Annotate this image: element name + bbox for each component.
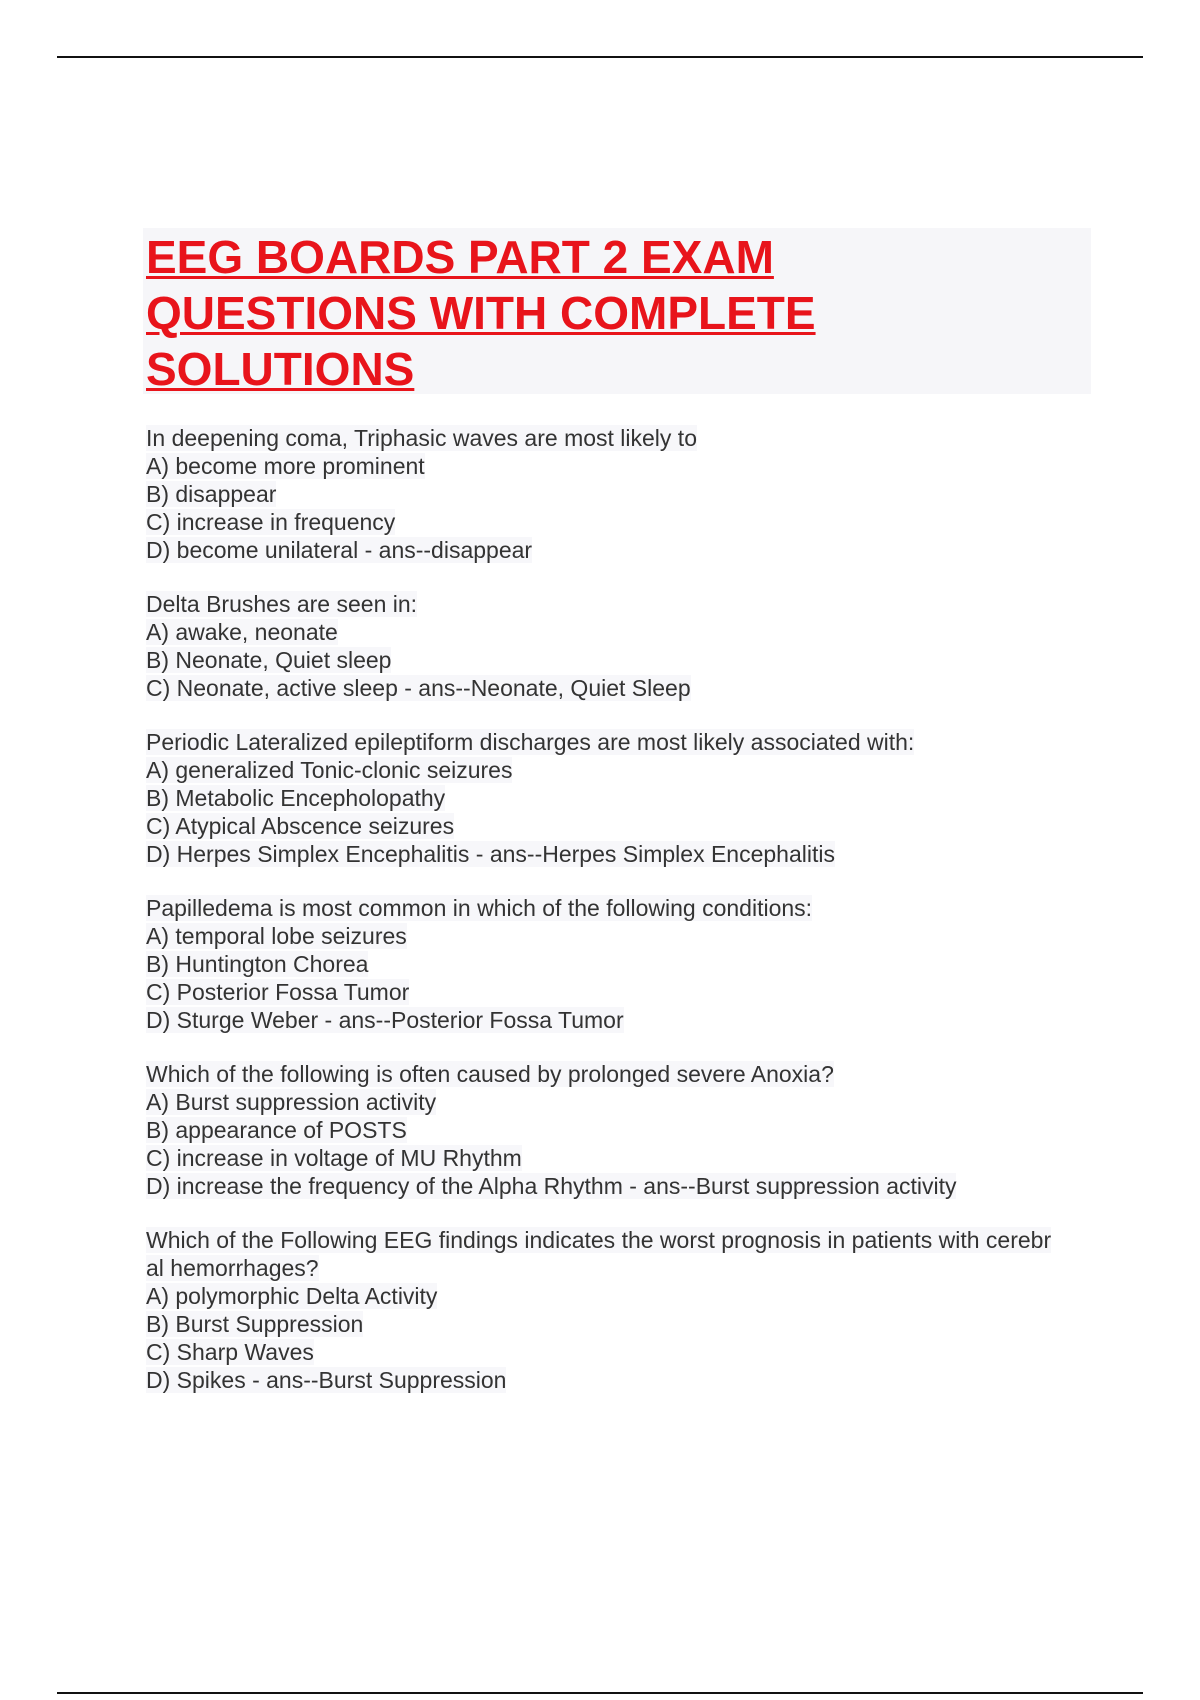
answer-option: D) become unilateral - ans--disappear — [146, 537, 533, 563]
title-line-1: EEG BOARDS PART 2 EXAM — [146, 231, 774, 283]
title-line-3: SOLUTIONS — [146, 343, 415, 395]
answer-option: A) temporal lobe seizures — [146, 923, 407, 949]
answer-option: B) Burst Suppression — [146, 1311, 364, 1337]
answer-option: B) appearance of POSTS — [146, 1117, 407, 1143]
answer-option: D) Sturge Weber - ans--Posterior Fossa Tumor — [146, 1007, 624, 1033]
document-title — [146, 229, 1046, 397]
answer-option: D) Herpes Simplex Encephalitis - ans--Herpes Simplex Encephalitis — [146, 841, 835, 867]
question-prompt: Delta Brushes are seen in: — [146, 591, 418, 617]
answer-option: C) increase in voltage of MU Rhythm — [146, 1145, 522, 1171]
answer-option: D) increase the frequency of the Alpha Rhythm - ans--Burst suppression activity — [146, 1173, 957, 1199]
question-prompt-line-2: al hemorrhages? — [146, 1255, 319, 1281]
question-prompt: Papilledema is most common in which of the following conditions: — [146, 895, 813, 921]
answer-option: D) Spikes - ans--Burst Suppression — [146, 1367, 507, 1393]
answer-option: C) Neonate, active sleep - ans--Neonate, Quiet Sleep — [146, 675, 691, 701]
answer-option: B) Metabolic Encepholopathy — [146, 785, 446, 811]
question-1 — [146, 424, 1086, 564]
answer-option: B) disappear — [146, 481, 277, 507]
question-2 — [146, 590, 1086, 702]
title-line-2: QUESTIONS WITH COMPLETE — [146, 287, 816, 339]
answer-option: C) Atypical Abscence seizures — [146, 813, 455, 839]
bottom-rule — [57, 1692, 1143, 1694]
answer-option: C) Sharp Waves — [146, 1339, 314, 1365]
question-list — [146, 424, 1086, 1420]
question-prompt-line-1: Which of the Following EEG findings indicates the worst prognosis in patients with cerebr — [146, 1227, 1052, 1253]
question-prompt: In deepening coma, Triphasic waves are most likely to — [146, 425, 697, 451]
answer-option: A) awake, neonate — [146, 619, 338, 645]
question-4 — [146, 894, 1086, 1034]
answer-option: A) become more prominent — [146, 453, 425, 479]
question-prompt: Periodic Lateralized epileptiform discharges are most likely associated with: — [146, 729, 915, 755]
answer-option: A) Burst suppression activity — [146, 1089, 437, 1115]
question-3 — [146, 728, 1086, 868]
answer-option: B) Neonate, Quiet sleep — [146, 647, 392, 673]
top-rule — [57, 56, 1143, 58]
question-6 — [146, 1226, 1086, 1394]
answer-option: A) generalized Tonic-clonic seizures — [146, 757, 513, 783]
answer-option: C) increase in frequency — [146, 509, 396, 535]
question-prompt: Which of the following is often caused by prolonged severe Anoxia? — [146, 1061, 834, 1087]
answer-option: C) Posterior Fossa Tumor — [146, 979, 410, 1005]
answer-option: A) polymorphic Delta Activity — [146, 1283, 438, 1309]
answer-option: B) Huntington Chorea — [146, 951, 369, 977]
question-5 — [146, 1060, 1086, 1200]
